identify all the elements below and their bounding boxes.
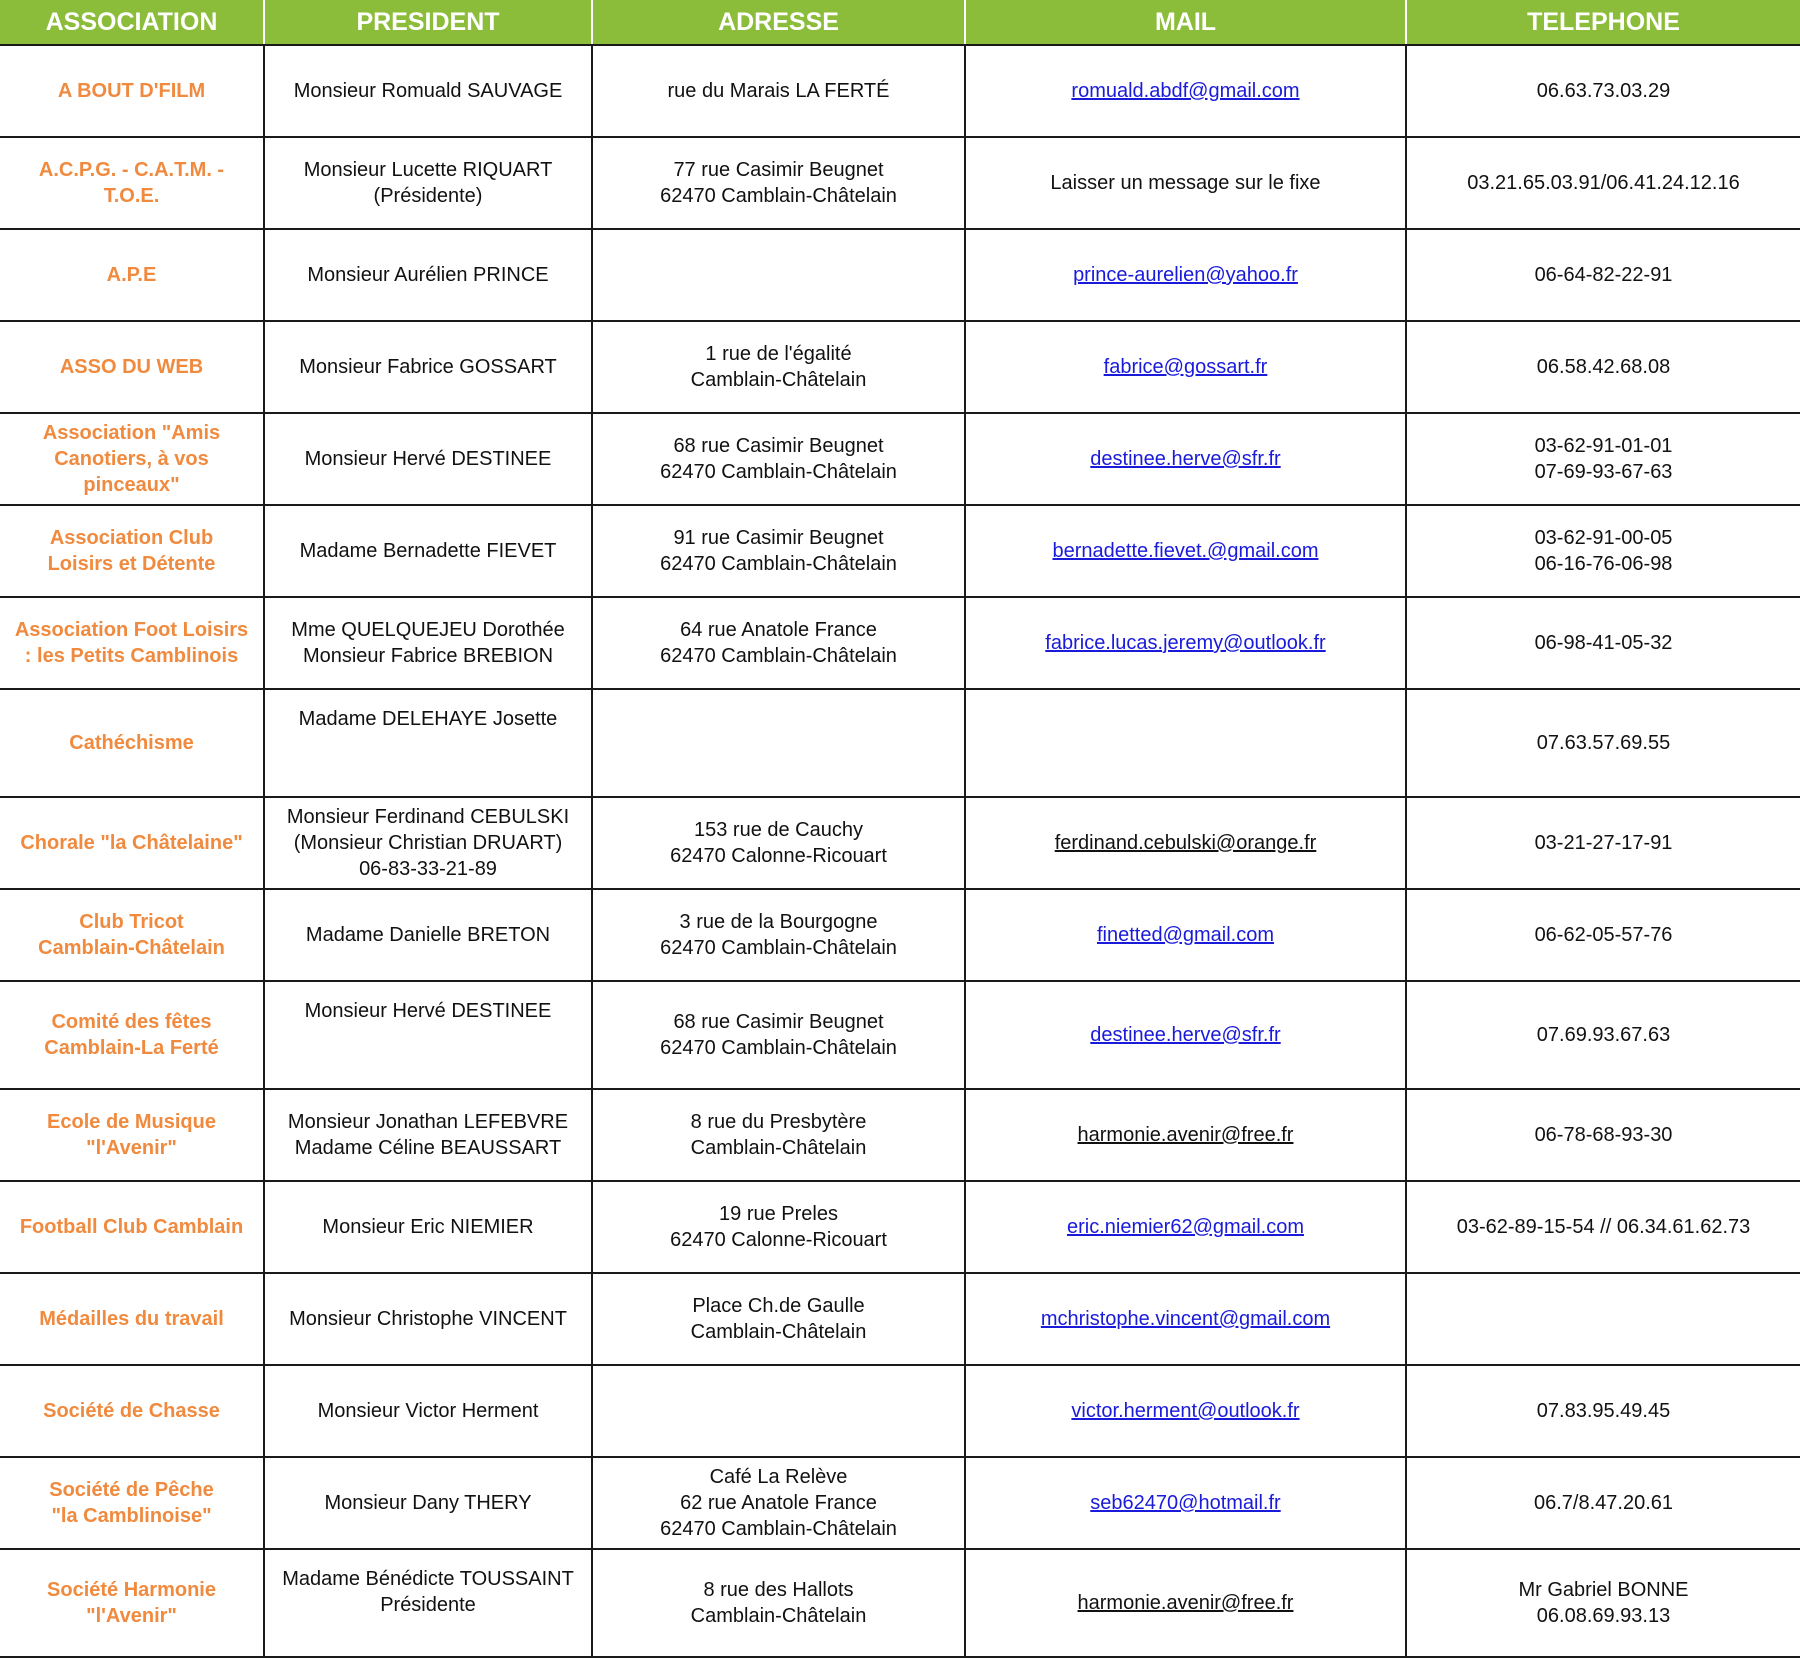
- mail-link[interactable]: harmonie.avenir@free.fr: [1077, 1124, 1294, 1146]
- association-name: A.C.P.G. - C.A.T.M. - T.O.E.: [0, 137, 264, 229]
- mail-cell: [965, 45, 1406, 137]
- table-row: [0, 229, 1800, 321]
- association-name: Médailles du travail: [0, 1273, 264, 1365]
- telephone-cell: 07.83.95.49.45: [1406, 1365, 1800, 1457]
- telephone-cell: 06-62-05-57-76: [1406, 889, 1800, 981]
- table-row: [0, 1089, 1800, 1181]
- mail-cell: [965, 413, 1406, 505]
- association-name: Football Club Camblain: [0, 1181, 264, 1273]
- mail-cell: [965, 889, 1406, 981]
- president-cell: Monsieur Jonathan LEFEBVRE Madame Céline BEAUSSART: [264, 1089, 592, 1181]
- mail-cell: [965, 321, 1406, 413]
- table-row: [0, 1549, 1800, 1657]
- association-name: Société de Chasse: [0, 1365, 264, 1457]
- mail-link[interactable]: seb62470@hotmail.fr: [1090, 1492, 1281, 1514]
- table-row: [0, 981, 1800, 1089]
- telephone-cell: 03-62-91-00-05 06-16-76-06-98: [1406, 505, 1800, 597]
- association-name: A BOUT D'FILM: [0, 45, 264, 137]
- address-cell: Café La Relève 62 rue Anatole France 62470 Camblain-Châtelain: [592, 1457, 965, 1549]
- table-row: [0, 45, 1800, 137]
- president-cell: Monsieur Lucette RIQUART (Présidente): [264, 137, 592, 229]
- address-cell: 64 rue Anatole France 62470 Camblain-Châtelain: [592, 597, 965, 689]
- mail-cell: [965, 1549, 1406, 1657]
- president-cell: Monsieur Aurélien PRINCE: [264, 229, 592, 321]
- president-cell: Monsieur Eric NIEMIER: [264, 1181, 592, 1273]
- association-name: Association "Amis Canotiers, à vos pinceaux": [0, 413, 264, 505]
- table-row: [0, 137, 1800, 229]
- telephone-cell: 03-21-27-17-91: [1406, 797, 1800, 889]
- association-name: Comité des fêtes Camblain-La Ferté: [0, 981, 264, 1089]
- telephone-cell: 03-62-89-15-54 // 06.34.61.62.73: [1406, 1181, 1800, 1273]
- mail-cell: [965, 1365, 1406, 1457]
- table-row: [0, 1273, 1800, 1365]
- mail-link[interactable]: romuald.abdf@gmail.com: [1071, 80, 1300, 102]
- association-name: Chorale "la Châtelaine": [0, 797, 264, 889]
- table-row: [0, 597, 1800, 689]
- table-row: [0, 797, 1800, 889]
- table-row: [0, 889, 1800, 981]
- mail-cell: [965, 505, 1406, 597]
- table-row: [0, 321, 1800, 413]
- telephone-cell: 06-78-68-93-30: [1406, 1089, 1800, 1181]
- president-cell: Mme QUELQUEJEU Dorothée Monsieur Fabrice BREBION: [264, 597, 592, 689]
- president-cell: Monsieur Hervé DESTINEE: [264, 981, 592, 1089]
- address-cell: 68 rue Casimir Beugnet 62470 Camblain-Châtelain: [592, 981, 965, 1089]
- president-cell: Monsieur Fabrice GOSSART: [264, 321, 592, 413]
- president-cell: Monsieur Romuald SAUVAGE: [264, 45, 592, 137]
- association-name: Association Foot Loisirs : les Petits Camblinois: [0, 597, 264, 689]
- address-cell: 68 rue Casimir Beugnet 62470 Camblain-Châtelain: [592, 413, 965, 505]
- mail-cell: [965, 689, 1406, 797]
- table-row: [0, 1365, 1800, 1457]
- telephone-cell: [1406, 1273, 1800, 1365]
- mail-link[interactable]: fabrice.lucas.jeremy@outlook.fr: [1045, 632, 1326, 654]
- telephone-cell: 06.7/8.47.20.61: [1406, 1457, 1800, 1549]
- mail-cell: [965, 1273, 1406, 1365]
- table-row: [0, 1457, 1800, 1549]
- association-name: Société Harmonie "l'Avenir": [0, 1549, 264, 1657]
- mail-link[interactable]: mchristophe.vincent@gmail.com: [1040, 1308, 1331, 1330]
- table-row: [0, 413, 1800, 505]
- address-cell: 77 rue Casimir Beugnet 62470 Camblain-Châtelain: [592, 137, 965, 229]
- address-cell: Place Ch.de Gaulle Camblain-Châtelain: [592, 1273, 965, 1365]
- mail-link[interactable]: destinee.herve@sfr.fr: [1090, 1024, 1281, 1046]
- mail-cell: [965, 229, 1406, 321]
- address-cell: rue du Marais LA FERTÉ: [592, 45, 965, 137]
- mail-cell: [965, 1457, 1406, 1549]
- address-cell: [592, 689, 965, 797]
- mail-link[interactable]: victor.herment@outlook.fr: [1071, 1400, 1300, 1422]
- president-cell: Monsieur Victor Herment: [264, 1365, 592, 1457]
- mail-cell: [965, 981, 1406, 1089]
- address-cell: 8 rue du Presbytère Camblain-Châtelain: [592, 1089, 965, 1181]
- mail-cell: [965, 1181, 1406, 1273]
- president-cell: Madame DELEHAYE Josette: [264, 689, 592, 797]
- address-cell: 8 rue des Hallots Camblain-Châtelain: [592, 1549, 965, 1657]
- address-cell: 91 rue Casimir Beugnet 62470 Camblain-Châtelain: [592, 505, 965, 597]
- table-row: [0, 1181, 1800, 1273]
- president-cell: Madame Danielle BRETON: [264, 889, 592, 981]
- telephone-cell: 07.69.93.67.63: [1406, 981, 1800, 1089]
- president-cell: Monsieur Hervé DESTINEE: [264, 413, 592, 505]
- president-cell: Monsieur Ferdinand CEBULSKI (Monsieur Christian DRUART) 06-83-33-21-89: [264, 797, 592, 889]
- association-name: Ecole de Musique "l'Avenir": [0, 1089, 264, 1181]
- telephone-cell: 06.58.42.68.08: [1406, 321, 1800, 413]
- telephone-cell: Mr Gabriel BONNE 06.08.69.93.13: [1406, 1549, 1800, 1657]
- mail-link[interactable]: prince-aurelien@yahoo.fr: [1073, 264, 1298, 286]
- mail-cell: [965, 797, 1406, 889]
- telephone-cell: 06.63.73.03.29: [1406, 45, 1800, 137]
- association-name: A.P.E: [0, 229, 264, 321]
- header-adresse: ADRESSE: [592, 0, 965, 45]
- address-cell: 19 rue Preles 62470 Calonne-Ricouart: [592, 1181, 965, 1273]
- association-name: Club Tricot Camblain-Châtelain: [0, 889, 264, 981]
- president-cell: Madame Bénédicte TOUSSAINT Présidente: [264, 1549, 592, 1657]
- telephone-cell: 06-98-41-05-32: [1406, 597, 1800, 689]
- mail-cell: [965, 1089, 1406, 1181]
- mail-cell: [965, 597, 1406, 689]
- mail-link[interactable]: bernadette.fievet.@gmail.com: [1052, 540, 1319, 562]
- mail-link[interactable]: fabrice@gossart.fr: [1103, 356, 1268, 378]
- mail-link[interactable]: destinee.herve@sfr.fr: [1090, 448, 1281, 470]
- mail-link[interactable]: eric.niemier62@gmail.com: [1066, 1216, 1305, 1238]
- telephone-cell: 03-62-91-01-01 07-69-93-67-63: [1406, 413, 1800, 505]
- telephone-cell: 06-64-82-22-91: [1406, 229, 1800, 321]
- telephone-cell: 03.21.65.03.91/06.41.24.12.16: [1406, 137, 1800, 229]
- association-name: Association Club Loisirs et Détente: [0, 505, 264, 597]
- header-mail: MAIL: [965, 0, 1406, 45]
- address-cell: 1 rue de l'égalité Camblain-Châtelain: [592, 321, 965, 413]
- table-body: [0, 45, 1800, 1657]
- mail-cell: Laisser un message sur le fixe: [965, 137, 1406, 229]
- telephone-cell: 07.63.57.69.55: [1406, 689, 1800, 797]
- address-cell: [592, 1365, 965, 1457]
- president-cell: Monsieur Dany THERY: [264, 1457, 592, 1549]
- header-president: PRESIDENT: [264, 0, 592, 45]
- mail-link[interactable]: finetted@gmail.com: [1096, 924, 1275, 946]
- header-association: ASSOCIATION: [0, 0, 264, 45]
- table-row: [0, 689, 1800, 797]
- table-row: [0, 505, 1800, 597]
- association-name: ASSO DU WEB: [0, 321, 264, 413]
- address-cell: 153 rue de Cauchy 62470 Calonne-Ricouart: [592, 797, 965, 889]
- header-row: [0, 0, 1800, 45]
- mail-link[interactable]: harmonie.avenir@free.fr: [1077, 1592, 1294, 1614]
- mail-link[interactable]: ferdinand.cebulski@orange.fr: [1054, 832, 1317, 854]
- address-cell: [592, 229, 965, 321]
- president-cell: Monsieur Christophe VINCENT: [264, 1273, 592, 1365]
- table-header: [0, 0, 1800, 45]
- header-telephone: TELEPHONE: [1406, 0, 1800, 45]
- address-cell: 3 rue de la Bourgogne 62470 Camblain-Châtelain: [592, 889, 965, 981]
- association-name: Société de Pêche "la Camblinoise": [0, 1457, 264, 1549]
- president-cell: Madame Bernadette FIEVET: [264, 505, 592, 597]
- association-name: Cathéchisme: [0, 689, 264, 797]
